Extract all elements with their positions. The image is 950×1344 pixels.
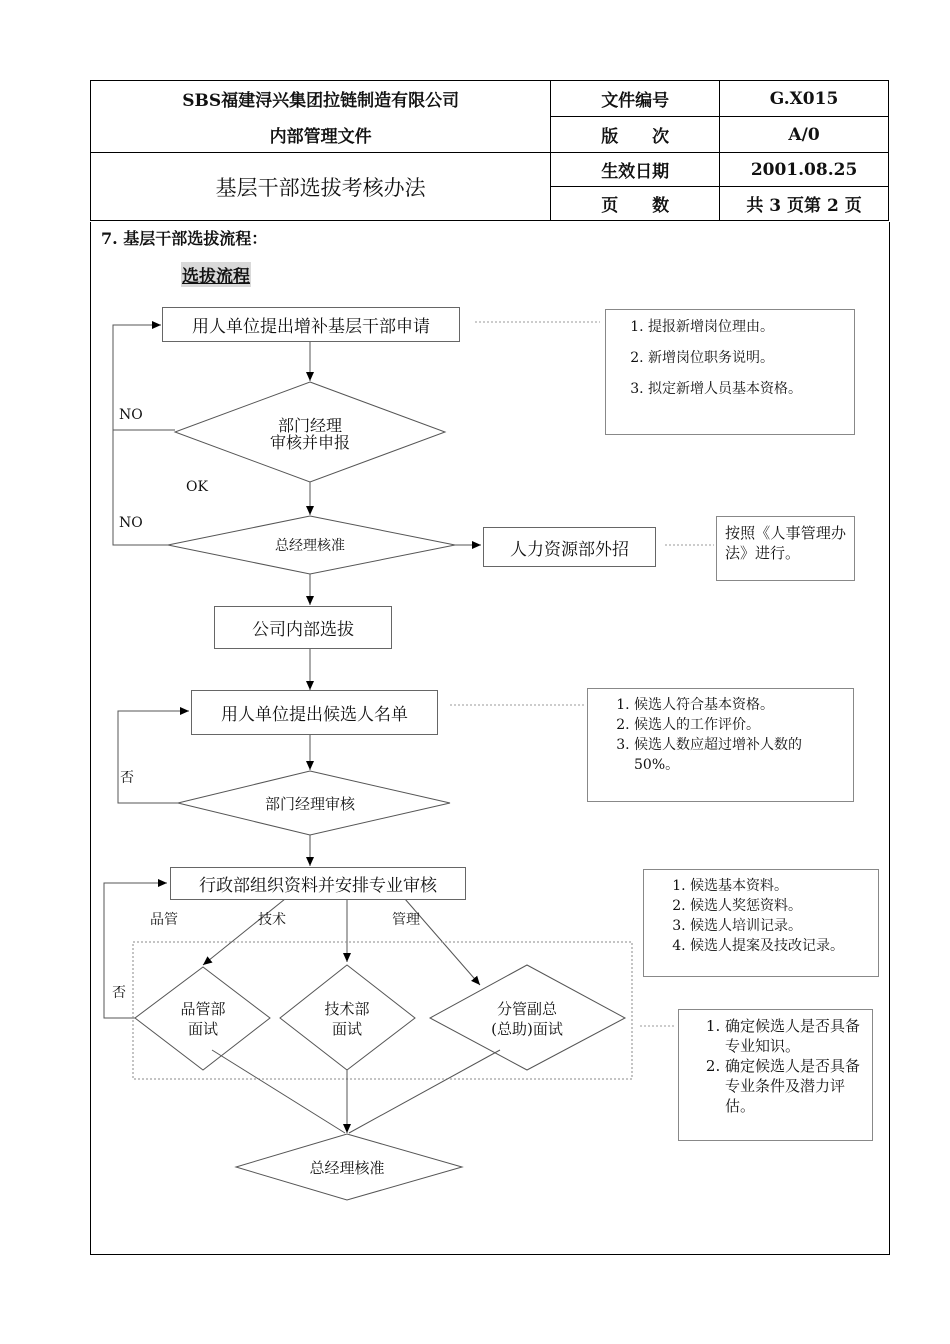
dept-review-2-text: 部门经理审核 — [264, 795, 355, 813]
label-fou-1: 否 — [120, 770, 134, 786]
merge-a — [212, 1050, 345, 1133]
step-apply-box: 用人单位提出增补基层干部申请 — [162, 307, 460, 342]
gm-approve-text: 总经理核准 — [275, 538, 345, 554]
tech-interview-line2: 面试 — [331, 1020, 362, 1038]
dept-review-text — [232, 416, 388, 450]
qc-interview-line1: 品管部 — [180, 1000, 226, 1018]
field-value-effective-date: 2001.08.25 — [720, 153, 889, 187]
note4-item: 4. 候选人提案及技改记录。 — [690, 936, 870, 956]
label-jishu: 技术 — [258, 912, 286, 928]
field-value-pages: 共 3 页第 2 页 — [720, 187, 889, 221]
note4-item: 3. 候选人培训记录。 — [690, 916, 870, 936]
label-fou-2: 否 — [112, 985, 126, 1001]
tech-interview-line1: 技术部 — [324, 1000, 370, 1018]
note3-item: 1. 候选人符合基本资格。 — [634, 695, 845, 715]
vp-interview-line2: (总助)面试 — [491, 1020, 563, 1038]
field-label-pages: 页 数 — [551, 187, 720, 221]
dept-review-line2: 审核并申报 — [269, 433, 350, 450]
section-title: 7. 基层干部选拔流程： — [101, 229, 268, 248]
note-candidate-materials — [643, 869, 879, 977]
note-hr-rules: 按照《人事管理办法》进行。 — [716, 516, 855, 581]
hr-external-box: 人力资源部外招 — [483, 527, 656, 567]
doc-title: 基层干部选拔考核办法 — [91, 153, 551, 221]
vp-interview-line1: 分管副总 — [496, 1000, 557, 1018]
qc-interview-text — [158, 999, 248, 1039]
internal-selection-box: 公司内部选拔 — [214, 606, 392, 649]
no-loop-3 — [118, 711, 189, 803]
field-label-doc-no: 文件编号 — [551, 81, 720, 117]
field-label-version: 版 次 — [551, 117, 720, 153]
note1-item: 2. 新增岗位职务说明。 — [648, 343, 846, 374]
final-approve-text: 总经理核准 — [309, 1159, 385, 1177]
tech-interview-text — [302, 999, 392, 1039]
label-pinguan: 品管 — [150, 912, 178, 928]
merge-c — [349, 1050, 500, 1133]
note5-item: 1. 确定候选人是否具备专业知识。 — [725, 1016, 864, 1056]
note3-item: 2. 候选人的工作评价。 — [634, 715, 845, 735]
note5-item: 2. 确定候选人是否具备专业条件及潜力评估。 — [725, 1056, 864, 1116]
note3-item: 3. 候选人数应超过增补人数的50%。 — [634, 735, 845, 775]
doc-type: 内部管理文件 — [91, 117, 551, 153]
note1-item: 3. 拟定新增人员基本资格。 — [648, 374, 846, 405]
candidate-list-box: 用人单位提出候选人名单 — [191, 690, 438, 735]
label-no-2: NO — [119, 515, 143, 531]
company-name: SBS福建浔兴集团拉链制造有限公司 — [91, 81, 551, 117]
field-value-doc-no: G.X015 — [720, 81, 889, 117]
label-no-1: NO — [119, 407, 143, 423]
note1-item: 1. 提报新增岗位理由。 — [648, 312, 846, 343]
note4-item: 1. 候选基本资料。 — [690, 876, 870, 896]
label-guanli: 管理 — [392, 912, 420, 928]
note4-item: 2. 候选人奖惩资料。 — [690, 896, 870, 916]
note-candidate-requirements — [587, 688, 854, 802]
field-value-version: A/0 — [720, 117, 889, 153]
qc-interview-line2: 面试 — [187, 1020, 218, 1038]
dept-review-line1: 部门经理 — [277, 416, 342, 435]
note-interview-purpose — [678, 1009, 873, 1141]
field-label-effective-date: 生效日期 — [551, 153, 720, 187]
flow-subtitle: 选拔流程 — [181, 262, 251, 287]
admin-review-box: 行政部组织资料并安排专业审核 — [170, 867, 466, 900]
vp-interview-text — [472, 999, 582, 1039]
note-apply-requirements — [605, 309, 855, 435]
label-ok: OK — [186, 479, 208, 495]
